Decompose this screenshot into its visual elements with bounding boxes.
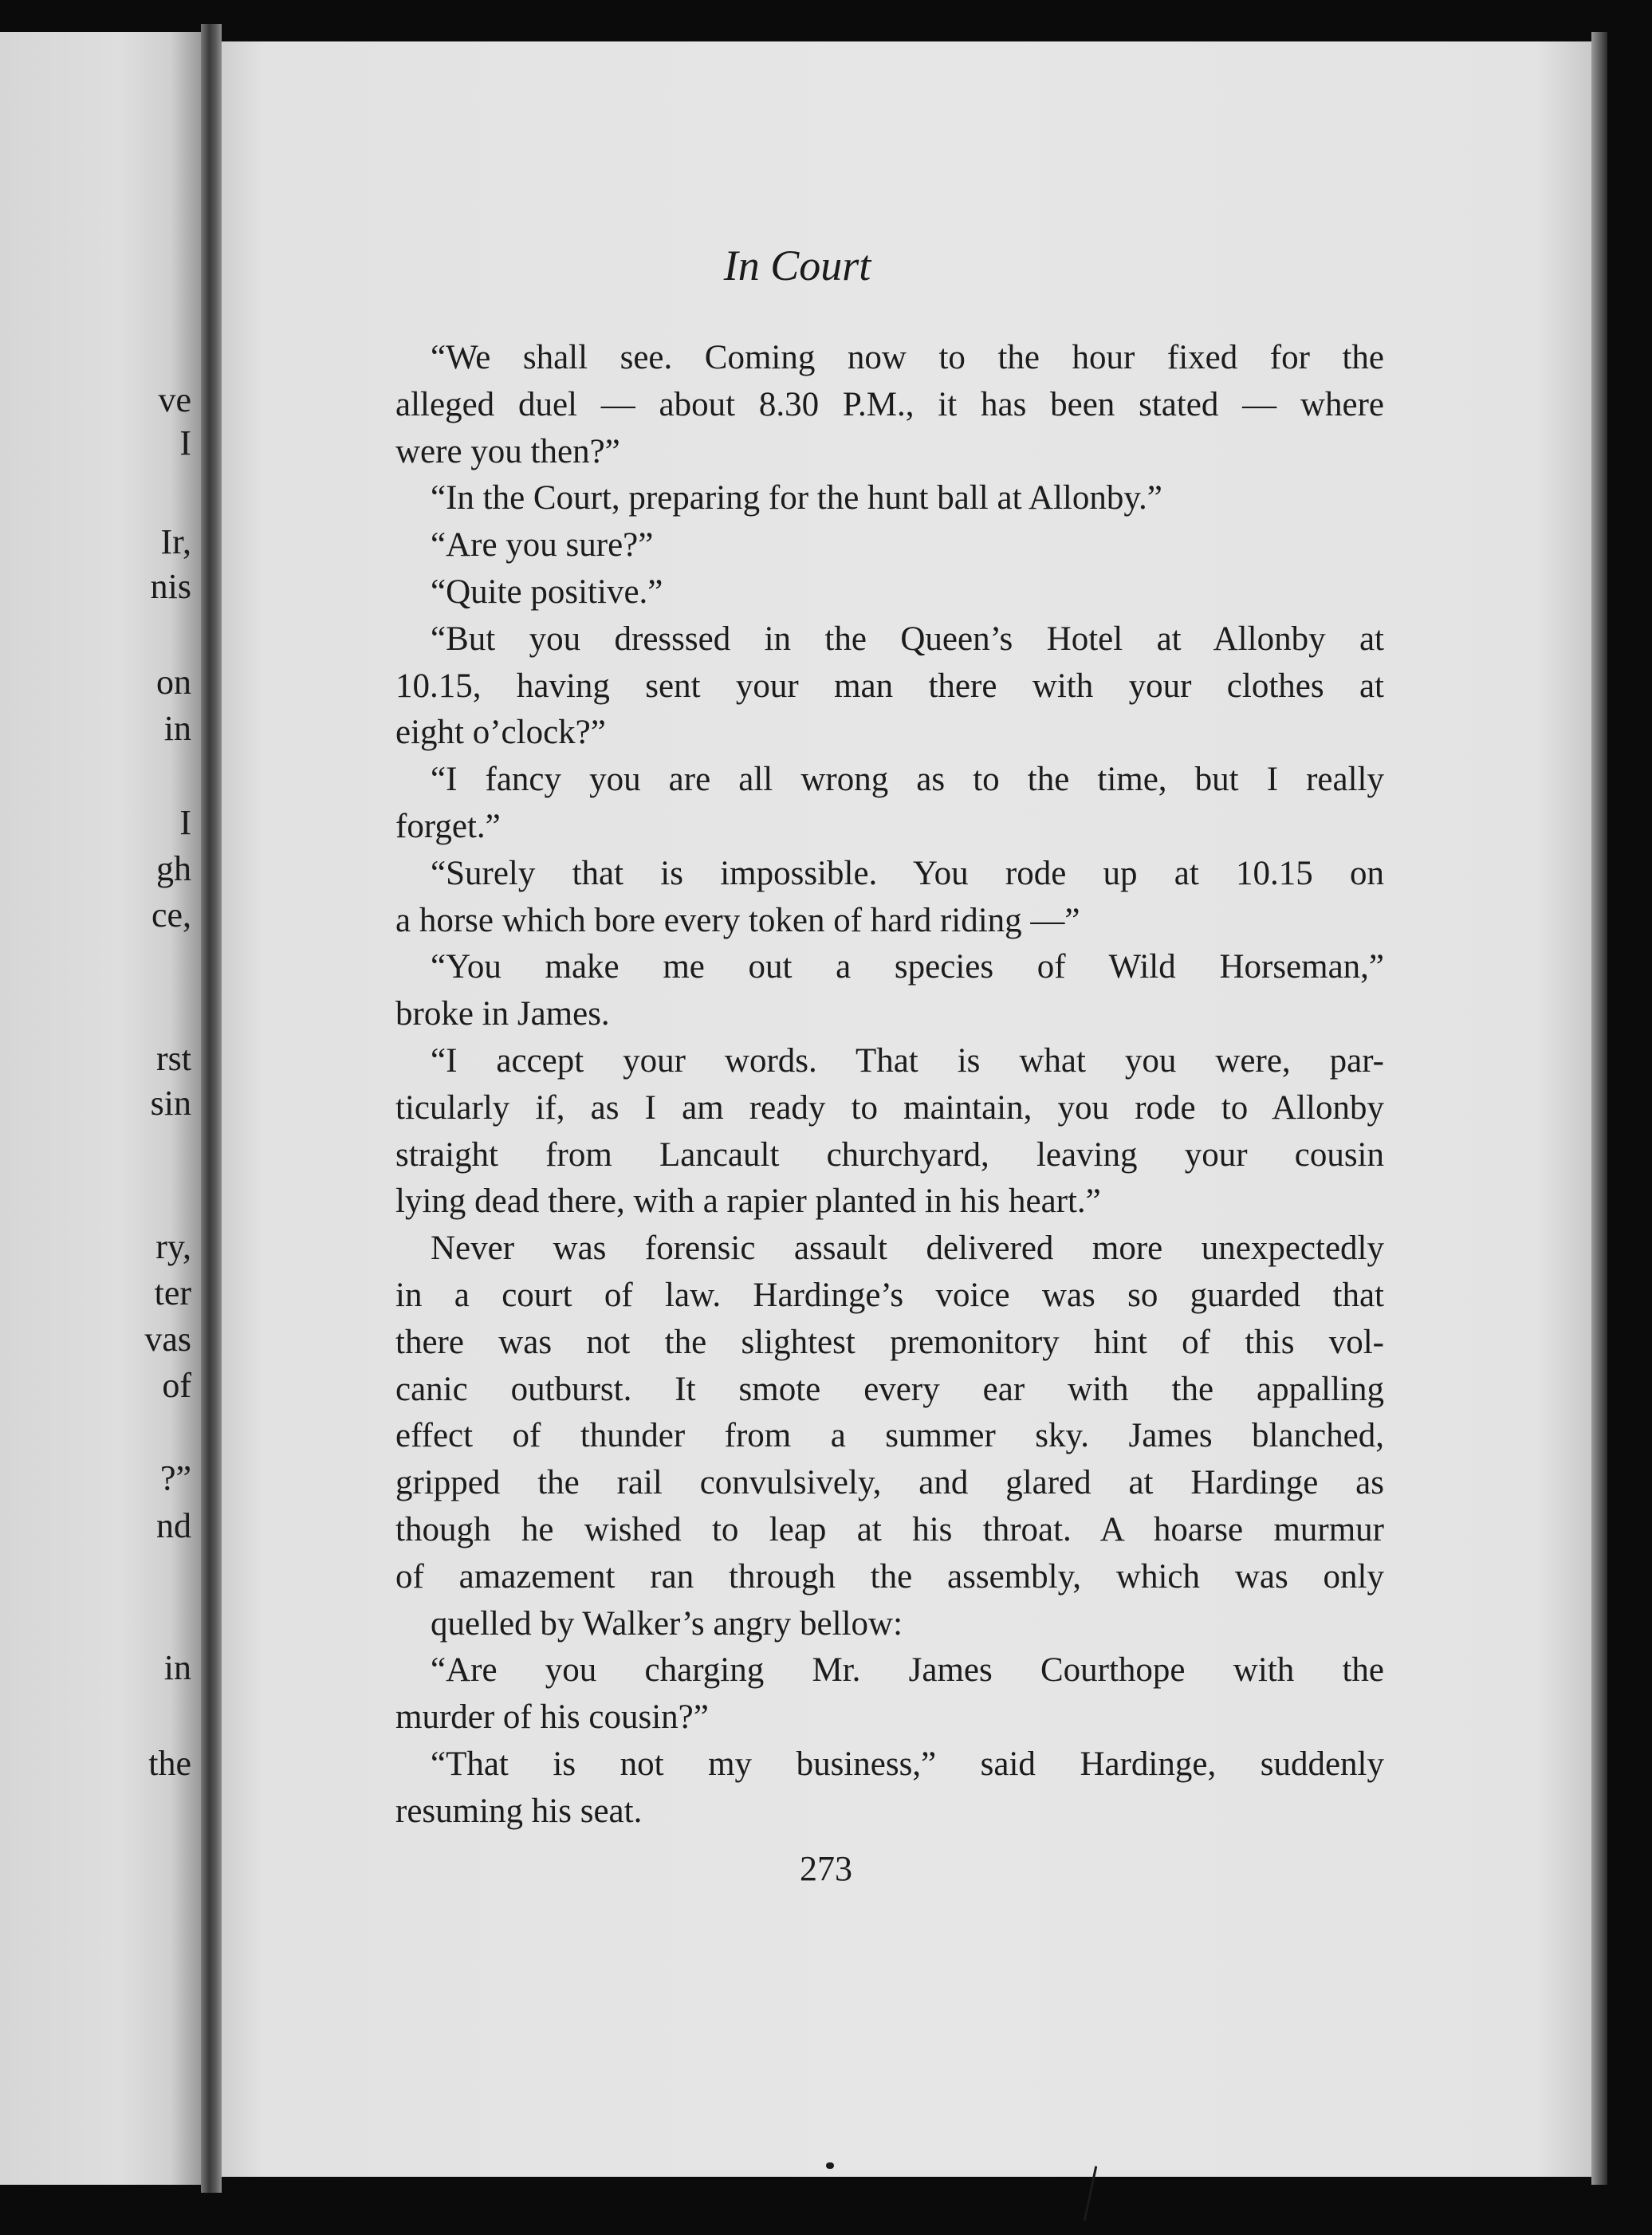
left-margin-fragment: I [179, 803, 191, 842]
text-line: though he wished to leap at his throat. A hoarse murmur [395, 1510, 1384, 1548]
text-line: eight o’clock?” [395, 714, 606, 752]
text-line: canic outburst. It smote every ear with the appalling [395, 1370, 1384, 1408]
text-line: gripped the rail convulsively, and glared at Hardinge as [395, 1464, 1384, 1502]
left-margin-fragment: ?” [159, 1458, 191, 1497]
page-edge [1591, 32, 1607, 2185]
text-line: were you then?” [395, 432, 620, 470]
book-gutter [201, 24, 222, 2193]
left-margin-fragment: ter [154, 1273, 191, 1312]
left-margin-fragment: of [162, 1366, 191, 1405]
text-line: “In the Court, preparing for the hunt ball at Allonby.” [431, 479, 1162, 517]
page-number: 273 [800, 1849, 852, 1888]
text-line: there was not the slightest premonitory hint of this vol- [395, 1323, 1384, 1361]
left-margin-fragment: rst [156, 1039, 191, 1078]
left-margin-fragment: in [163, 1648, 191, 1687]
text-line: in a court of law. Hardinge’s voice was so guarded that [395, 1276, 1384, 1314]
text-line: broke in James. [395, 995, 610, 1033]
left-margin-fragment: sin [150, 1084, 191, 1123]
text-line: resuming his seat. [395, 1792, 643, 1830]
text-line: “But you dresssed in the Queen’s Hotel at Allonby at [431, 620, 1384, 658]
left-margin-fragment: Ir, [160, 522, 191, 561]
left-margin-fragment: ve [158, 380, 191, 419]
text-line: forget.” [395, 807, 501, 845]
text-line: effect of thunder from a summer sky. James blanched, [395, 1417, 1384, 1455]
text-line: “I fancy you are all wrong as to the time, but I really [431, 761, 1384, 799]
text-line: “That is not my business,” said Hardinge, suddenly [431, 1745, 1384, 1783]
text-line: straight from Lancault churchyard, leaving your cousin [395, 1135, 1384, 1174]
left-margin-fragment: vas [144, 1320, 191, 1359]
previous-page [0, 32, 201, 2185]
text-line: “We shall see. Coming now to the hour fixed for the [431, 339, 1384, 376]
text-line: quelled by Walker’s angry bellow: [431, 1604, 903, 1643]
left-margin-fragment: ce, [151, 895, 191, 935]
text-line: “Are you charging Mr. James Courthope with the [431, 1651, 1384, 1690]
text-line: murder of his cousin?” [395, 1698, 709, 1737]
text-line: a horse which bore every token of hard riding —” [395, 901, 1080, 939]
text-line: “Are you sure?” [431, 526, 654, 565]
left-margin-fragment: I [179, 423, 191, 462]
body-text [395, 335, 1384, 1836]
text-line: of amazement ran through the assembly, which was only [395, 1557, 1384, 1596]
left-margin-fragment: nd [156, 1506, 191, 1545]
text-line: “Surely that is impossible. You rode up at 10.15 on [431, 854, 1384, 892]
text-line: ticularly if, as I am ready to maintain, you rode to Allonby [395, 1088, 1384, 1127]
text-line: lying dead there, with a rapier planted in his heart.” [395, 1182, 1101, 1221]
left-margin-fragment: the [148, 1744, 191, 1783]
text-line: “Quite positive.” [431, 573, 663, 611]
text-line: alleged duel — about 8.30 P.M., it has been stated — where [395, 385, 1384, 423]
text-line: Never was forensic assault delivered more unexpectedly [431, 1230, 1384, 1268]
text-line: “I accept your words. That is what you were, par- [431, 1041, 1384, 1080]
left-margin-fragment: gh [156, 849, 191, 888]
text-line: 10.15, having sent your man there with your clothes at [395, 667, 1384, 705]
running-head-text: In Court [723, 242, 871, 289]
left-margin-fragment: on [156, 663, 191, 702]
text-line: “You make me out a species of Wild Horseman,” [431, 948, 1384, 986]
left-margin-fragment: nis [150, 567, 191, 606]
left-margin-fragment: ry, [155, 1227, 191, 1266]
left-margin-fragment: in [163, 709, 191, 748]
scan-speck [826, 2162, 834, 2169]
